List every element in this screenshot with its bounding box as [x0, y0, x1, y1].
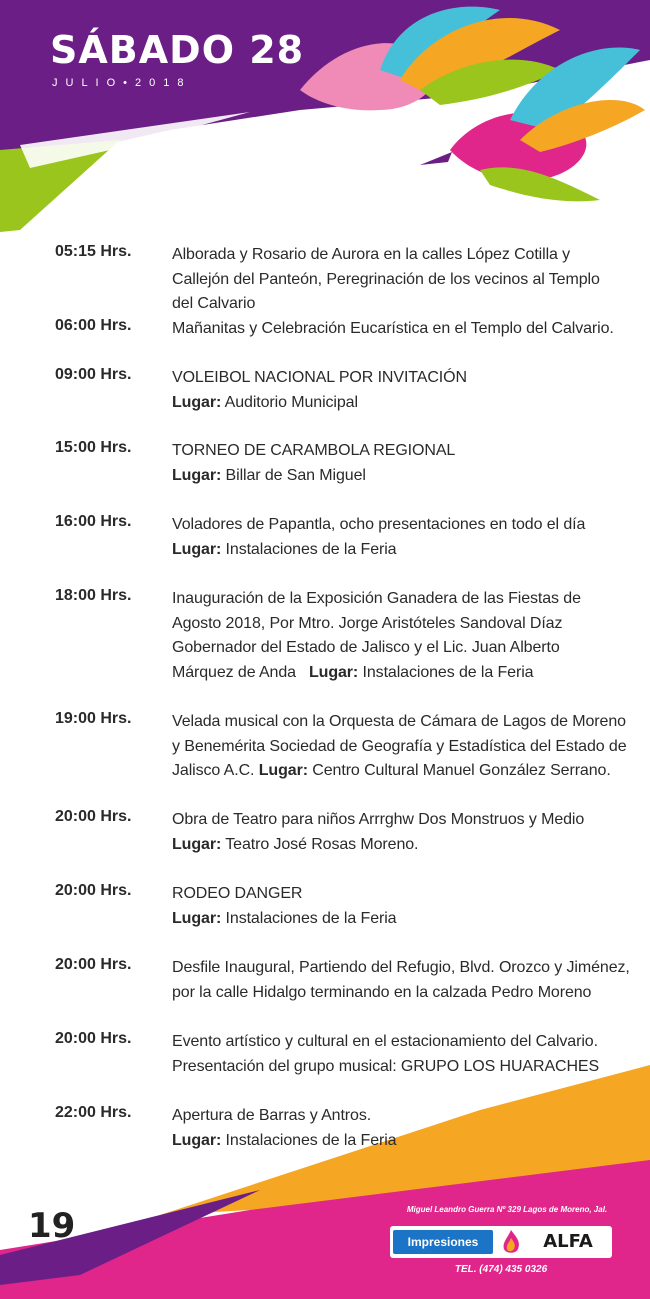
event-location [172, 391, 640, 416]
event-description [172, 513, 640, 562]
event-line: Gobernador del Estado de Jalisco y el Lic. Juan Alberto [172, 639, 560, 656]
event-description [172, 366, 640, 415]
event-time: 20:00 Hrs. [55, 882, 132, 899]
event-location [172, 833, 640, 858]
location-value: Instalaciones de la Feria [225, 909, 397, 927]
event-line: Márquez de Anda [172, 663, 296, 681]
event-location [172, 661, 640, 686]
event-description [172, 710, 640, 784]
event-location [172, 759, 640, 784]
event-line: Desfile Inaugural, Partiendo del Refugio, Blvd. Orozco y Jiménez, [172, 959, 630, 976]
event-line: Obra de Teatro para niños Arrrghw Dos Monstruos y Medio [172, 811, 585, 828]
event-line: VOLEIBOL NACIONAL POR INVITACIÓN [172, 369, 467, 386]
event-line: Apertura de Barras y Antros. [172, 1107, 372, 1124]
logo-impresiones: Impresiones [393, 1230, 493, 1254]
location-label: Lugar: [172, 1131, 222, 1149]
event-description [172, 243, 640, 317]
location-value: Instalaciones de la Feria [225, 1131, 397, 1149]
event-time: 09:00 Hrs. [55, 366, 132, 383]
page-subtitle-date: JULIO•2018 [52, 77, 192, 89]
event-line: Presentación del grupo musical: GRUPO LOS HUARACHES [172, 1057, 600, 1075]
location-value: Centro Cultural Manuel González Serrano. [312, 762, 611, 779]
location-label: Lugar: [172, 540, 222, 558]
event-line: Alborada y Rosario de Aurora en la calles López Cotilla y [172, 246, 571, 263]
event-time: 20:00 Hrs. [55, 956, 132, 973]
event-line: por la calle Hidalgo terminando en la calzada Pedro Moreno [172, 983, 592, 1001]
event-time: 22:00 Hrs. [55, 1104, 132, 1121]
logo-alfa: ALFA [543, 1231, 593, 1252]
sponsor-logo [390, 1226, 612, 1258]
sponsor-address: Miguel Leandro Guerra Nº 329 Lagos de Moreno, Jal. [406, 1205, 608, 1214]
location-value: Instalaciones de la Feria [362, 663, 534, 681]
event-description [172, 1104, 640, 1153]
page-number: 19 [28, 1206, 76, 1246]
event-location [172, 1129, 640, 1154]
event-line: del Calvario [172, 295, 256, 312]
event-line: Voladores de Papantla, ocho presentaciones en todo el día [172, 516, 586, 533]
sponsor-phone: TEL. (474) 435 0326 [454, 1264, 548, 1275]
event-line: Callejón del Panteón, Peregrinación de los vecinos al Templo [172, 270, 600, 288]
event-line: RODEO DANGER [172, 885, 303, 902]
location-value: Billar de San Miguel [225, 466, 366, 484]
event-description [172, 1030, 640, 1079]
location-value: Instalaciones de la Feria [225, 540, 397, 558]
event-line: Mañanitas y Celebración Eucarística en el Templo del Calvario. [172, 320, 614, 337]
location-value: Auditorio Municipal [224, 393, 358, 411]
event-time: 16:00 Hrs. [55, 513, 132, 530]
event-time: 05:15 Hrs. [55, 243, 132, 260]
event-time: 19:00 Hrs. [55, 710, 132, 727]
event-description [172, 587, 640, 685]
event-line: Velada musical con la Orquesta de Cámara de Lagos de Moreno [172, 713, 626, 730]
event-description [172, 882, 640, 931]
event-description [172, 956, 640, 1005]
event-location [172, 907, 640, 932]
event-location [172, 464, 640, 489]
event-time: 18:00 Hrs. [55, 587, 132, 604]
location-label: Lugar: [308, 663, 359, 681]
event-line: Jalisco A.C. [172, 762, 255, 779]
event-line: y Benemérita Sociedad de Geografía y Estadística del Estado de [172, 737, 627, 755]
flame-icon [498, 1229, 524, 1255]
event-time: 20:00 Hrs. [55, 808, 132, 825]
location-label: Lugar: [172, 393, 222, 411]
event-line: Evento artístico y cultural en el estacionamiento del Calvario. [172, 1033, 598, 1050]
page-title: SÁBADO 28 [50, 28, 305, 72]
event-time: 15:00 Hrs. [55, 439, 132, 456]
event-description [172, 317, 640, 342]
event-location [172, 538, 640, 563]
event-time: 20:00 Hrs. [55, 1030, 132, 1047]
location-label: Lugar: [258, 762, 308, 779]
event-line: Inauguración de la Exposición Ganadera de las Fiestas de [172, 590, 581, 607]
event-description [172, 808, 640, 857]
location-label: Lugar: [172, 909, 222, 927]
location-label: Lugar: [172, 835, 222, 853]
location-value: Teatro José Rosas Moreno. [225, 835, 419, 853]
location-label: Lugar: [172, 466, 222, 484]
event-time: 06:00 Hrs. [55, 317, 132, 334]
event-line: Agosto 2018, Por Mtro. Jorge Aristóteles Sandoval Díaz [172, 614, 563, 632]
event-description [172, 439, 640, 488]
event-line: TORNEO DE CARAMBOLA REGIONAL [172, 442, 456, 459]
